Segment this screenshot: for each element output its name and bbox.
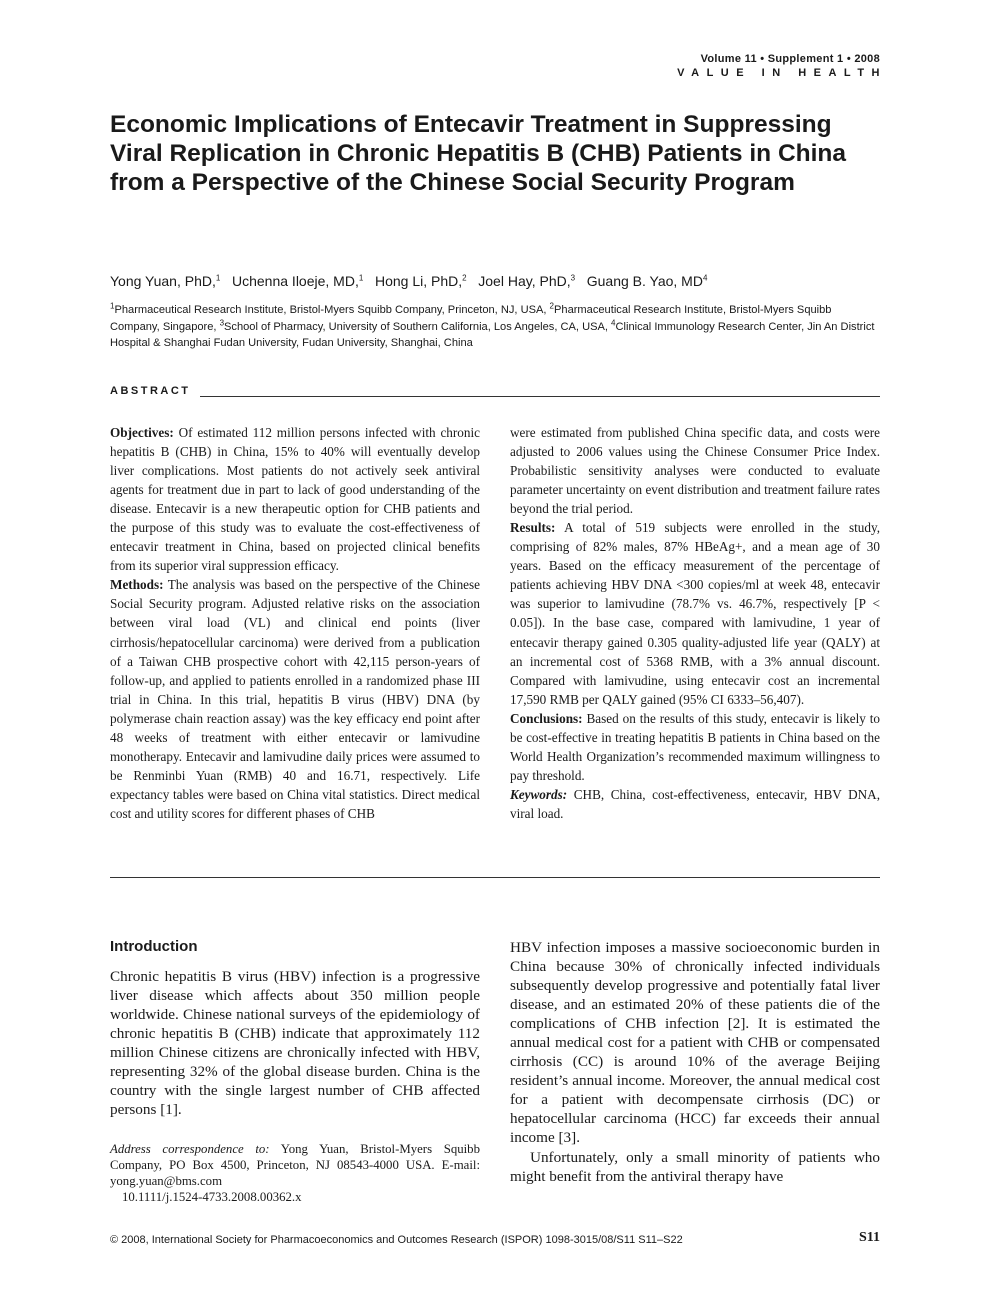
author: Yong Yuan, PhD,$^1$ (110, 273, 221, 289)
abstract-objectives: Objectives: Of estimated 112 million persons infected with chronic hepatitis B (CHB) in China, 15% to 40% will eventually develop liver complications. Most patients do not actively seek antiviral agents for treatment due in part to lack of good understanding of the disease. Entecavir is a new therapeutic option for CHB patients and the purpose of this study was to evaluate the cost-effectiveness of entecavir treatment in China, based on projected clinical benefits from its superior viral suppression efficacy. (110, 425, 481, 574)
running-header (677, 52, 887, 80)
journal-name: VALUE IN HEALTH (677, 67, 887, 79)
author: Hong Li, PhD,$^2$ (374, 273, 467, 289)
abstract-label: ABSTRACT (110, 385, 199, 397)
article-title: Economic Implications of Entecavir Treatment in Suppressing Viral Replication in Chronic Hepatitis B (CHB) Patients in China from a Perspective of the Chinese Social Security Program (110, 111, 847, 196)
abstract-methods-continued: were estimated from published China specific data, and costs were adjusted to 2006 values using the Chinese Consumer Price Index. Probabilistic sensitivity analyses were conducted to evaluate parameter uncertainty on event distribution and treatment failure rates beyond the trial period. (510, 425, 880, 517)
abstract-results: Results: A total of 519 subjects were enrolled in the study, comprising of 82% males, 87% HBeAg+, and a mean age of 30 years. Based on the efficacy measurement of the percentage of patients achieving HBV DNA <300 copies/ml at week 48, entecavir was superior to lamivudine (78.7% vs. 46.7%, respectively [P < 0.05]). In the base case, compared with lamivudine, 1 year of entecavir therapy gained 0.305 quality-adjusted life year (QALY) at an incremental cost of 5368 RMB, with a 3% annual discount. Compared with lamivudine, using entecavir cost an incremental 17,590 RMB per QALY gained (95% CI 6333–56,407). (510, 520, 880, 707)
abstract-bottom-rule (110, 877, 880, 878)
abstract-rule (200, 396, 880, 397)
author: Joel Hay, PhD,$^3$ (478, 273, 576, 289)
body-column-left (110, 967, 480, 1119)
body-paragraph: Chronic hepatitis B virus (HBV) infection is a progressive liver disease which affects about 350 million people worldwide. Chinese national surveys of the epidemiology of chronic hepatitis B (CHB) indicate that approximately 112 million Chinese citizens are chronically infected with HBV, representing 32% of the global disease burden. China is the country with the single largest number of CHB affected persons [1]. (110, 968, 480, 1119)
doi: 10.1111/j.1524-4733.2008.00362.x (122, 1190, 302, 1204)
author-list (110, 272, 880, 290)
section-heading-introduction: Introduction (110, 938, 198, 955)
correspondence-note: Address correspondence to: Yong Yuan, Bristol-Myers Squibb Company, PO Box 4500, Princeton, NJ 08543-4000 USA. E-mail: yong.yuan@bms.com 10.1111/j.1524-4733.2008.00362.x (110, 1142, 480, 1204)
abstract-keywords: Keywords: CHB, China, cost-effectiveness, entecavir, HBV DNA, viral load. (510, 786, 880, 821)
affiliations: $^1$Pharmaceutical Research Institute, Bristol-Myers Squibb Company, Princeton, NJ, USA, $^2$Pharmaceutical Research Institute, Bristol-Myers Squibb Company, Singapore, $^3$School of Pharmacy, University of Southern California, Los Angeles, CA, USA, $^4$Clinical Immunology Research Center, Jin An District Hospital & Shanghai Fudan University, Fudan University, Shanghai, China (110, 301, 875, 349)
abstract-methods: Methods: The analysis was based on the perspective of the Chinese Social Security program. Adjusted relative risks on the association between viral load (VL) and clinical end points (liver cirrhosis/hepatocellular carcinoma) were derived from a publication of a Taiwan CHB prospective cohort with 42,115 person-years of follow-up, and applied to patients enrolled in a randomized phase III trial in China. In this trial, hepatitis B virus (HBV) DNA (by polymerase chain reaction assay) was the key efficacy end point after 48 weeks of treatment with either entecavir or lamivudine monotherapy. Entecavir and lamivudine daily prices were assumed to be Renminbi Yuan (RMB) 40 and 16.71, respectively. Life expectancy tables were based on China vital statistics. Direct medical cost and utility scores for different phases of CHB (110, 577, 481, 821)
abstract-header (110, 384, 880, 400)
abstract-column-left (110, 423, 480, 823)
copyright-line: © 2008, International Society for Pharmacoeconomics and Outcomes Research (ISPOR) 1098-3015/08/S11 S11–S22 (110, 1234, 683, 1246)
volume-line: Volume 11 • Supplement 1 • 2008 (700, 53, 880, 65)
page-number: S11 (858, 1230, 880, 1245)
abstract-conclusions: Conclusions: Based on the results of this study, entecavir is likely to be cost-effective in treating hepatitis B patients in China based on the World Health Organization’s recommended maximum willingness to pay threshold. (510, 710, 881, 783)
author: Uchenna Iloeje, MD,$^1$ (232, 273, 364, 289)
body-paragraph: Unfortunately, only a small minority of patients who might benefit from the antiviral therapy have (510, 1148, 880, 1185)
body-paragraph: HBV infection imposes a massive socioeconomic burden in China because 30% of chronically infected individuals subsequently develop progressive and potentially fatal liver disease, and an estimated 20% of these patients die of the complications of CHB infection [2]. It is estimated the annual medical cost for a patient with CHB or compensated cirrhosis (CC) is around 10% of the average Beijing resident’s annual income. Moreover, the annual medical cost for a patient with decompensate cirrhosis (DC) or hepatocellular carcinoma (HCC) far exceeds their annual income [3]. (510, 939, 880, 1147)
author: Guang B. Yao, $MD^4$ (586, 273, 708, 289)
body-column-right (510, 938, 880, 1186)
abstract-column-right (510, 423, 880, 823)
